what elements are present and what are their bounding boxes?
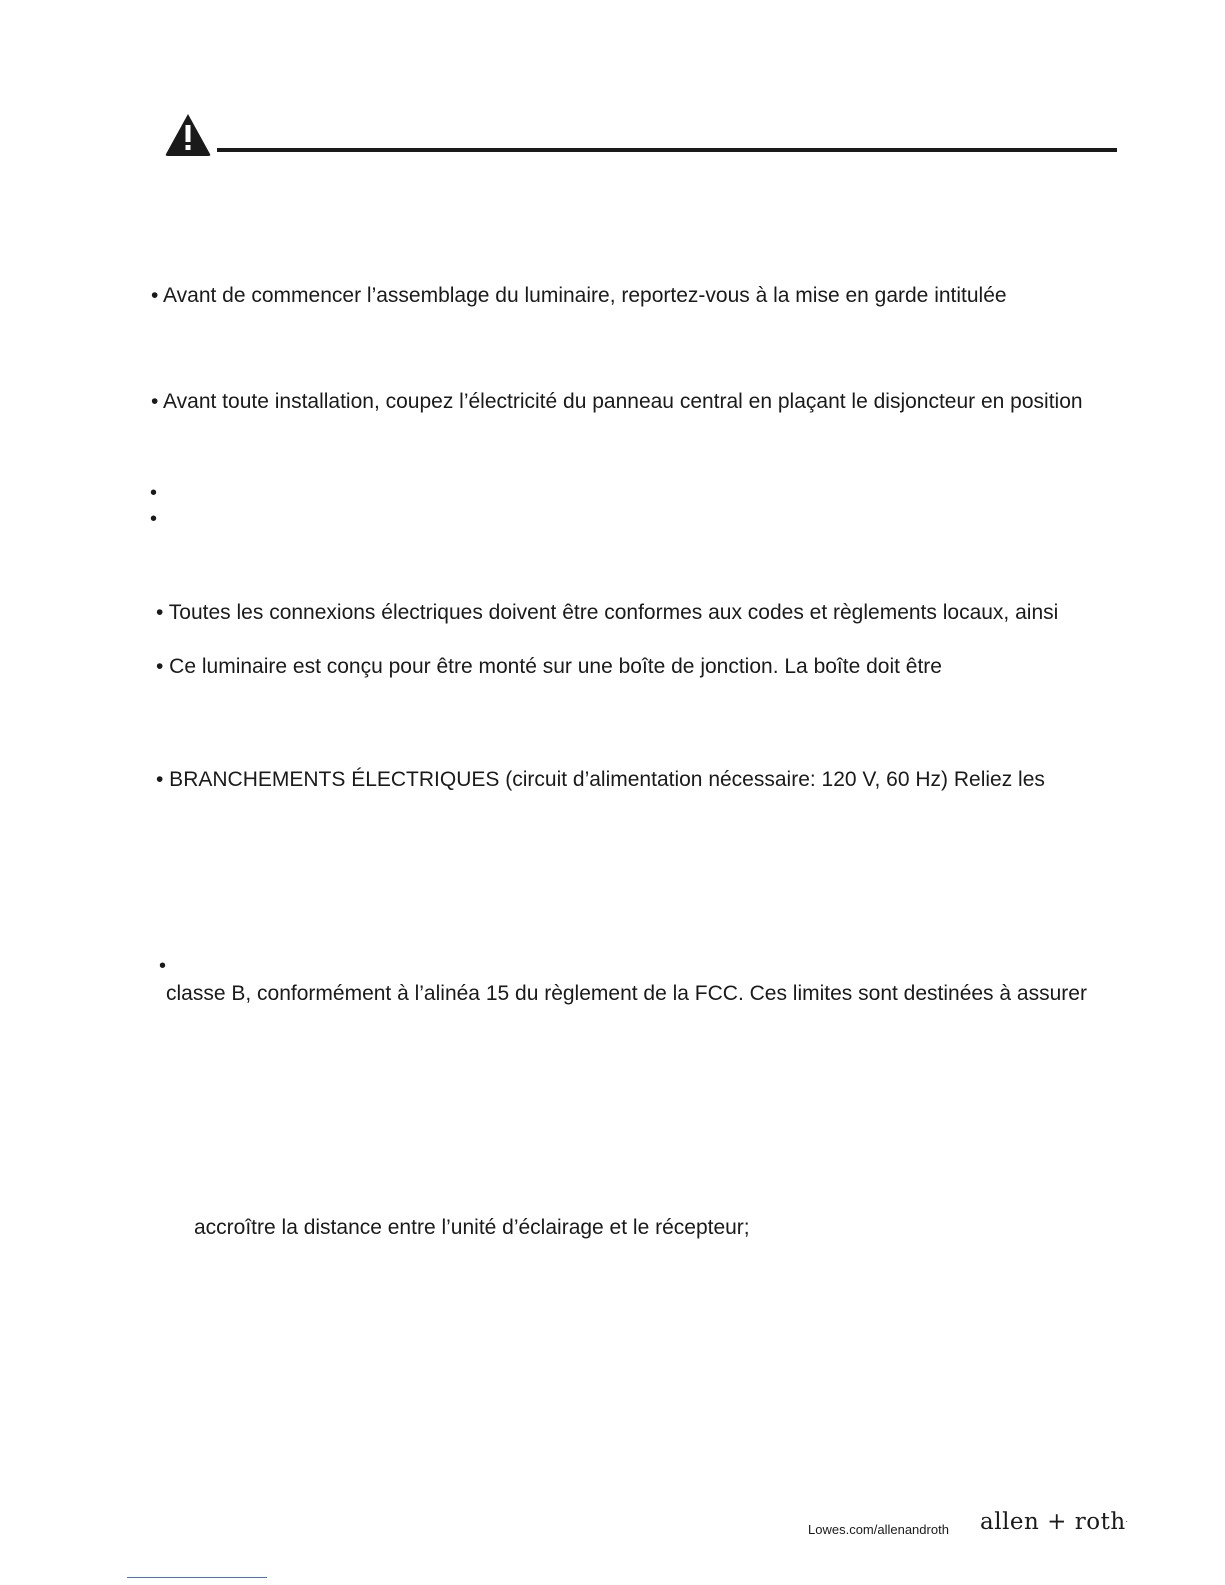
text-line-assembly-warning: • Avant de commencer l’assemblage du luminaire, reportez-vous à la mise en garde intitulée (151, 284, 1007, 307)
brand-mark: · (1125, 1518, 1129, 1526)
text-line-electrical-codes: • Toutes les connexions électriques doivent être conformes aux codes et règlements locaux, ainsi (156, 601, 1059, 624)
bullet-marker: • (159, 955, 167, 977)
bullet-marker: • (150, 482, 158, 504)
bottom-link-underline (127, 1577, 267, 1578)
text-line-increase-distance: accroître la distance entre l’unité d’éclairage et le récepteur; (194, 1216, 750, 1239)
text-line-power-off: • Avant toute installation, coupez l’électricité du panneau central en plaçant le disjoncteur en position (151, 390, 1083, 413)
brand-name: allen + roth (980, 1509, 1126, 1535)
text-line-electrical-connections: • BRANCHEMENTS ÉLECTRIQUES (circuit d’alimentation nécessaire: 120 V, 60 Hz) Reliez les (156, 768, 1045, 791)
bullet-marker: • (150, 508, 158, 530)
header-rule (217, 148, 1117, 152)
text-line-fcc-class-b: classe B, conformément à l’alinéa 15 du règlement de la FCC. Ces limites sont destinées à assurer (166, 982, 1087, 1005)
warning-triangle-icon (164, 112, 212, 156)
brand-logo (980, 1508, 1128, 1536)
footer-website: Lowes.com/allenandroth (808, 1522, 949, 1537)
warning-header (160, 108, 1125, 158)
text-line-junction-box: • Ce luminaire est conçu pour être monté sur une boîte de jonction. La boîte doit être (156, 655, 942, 678)
